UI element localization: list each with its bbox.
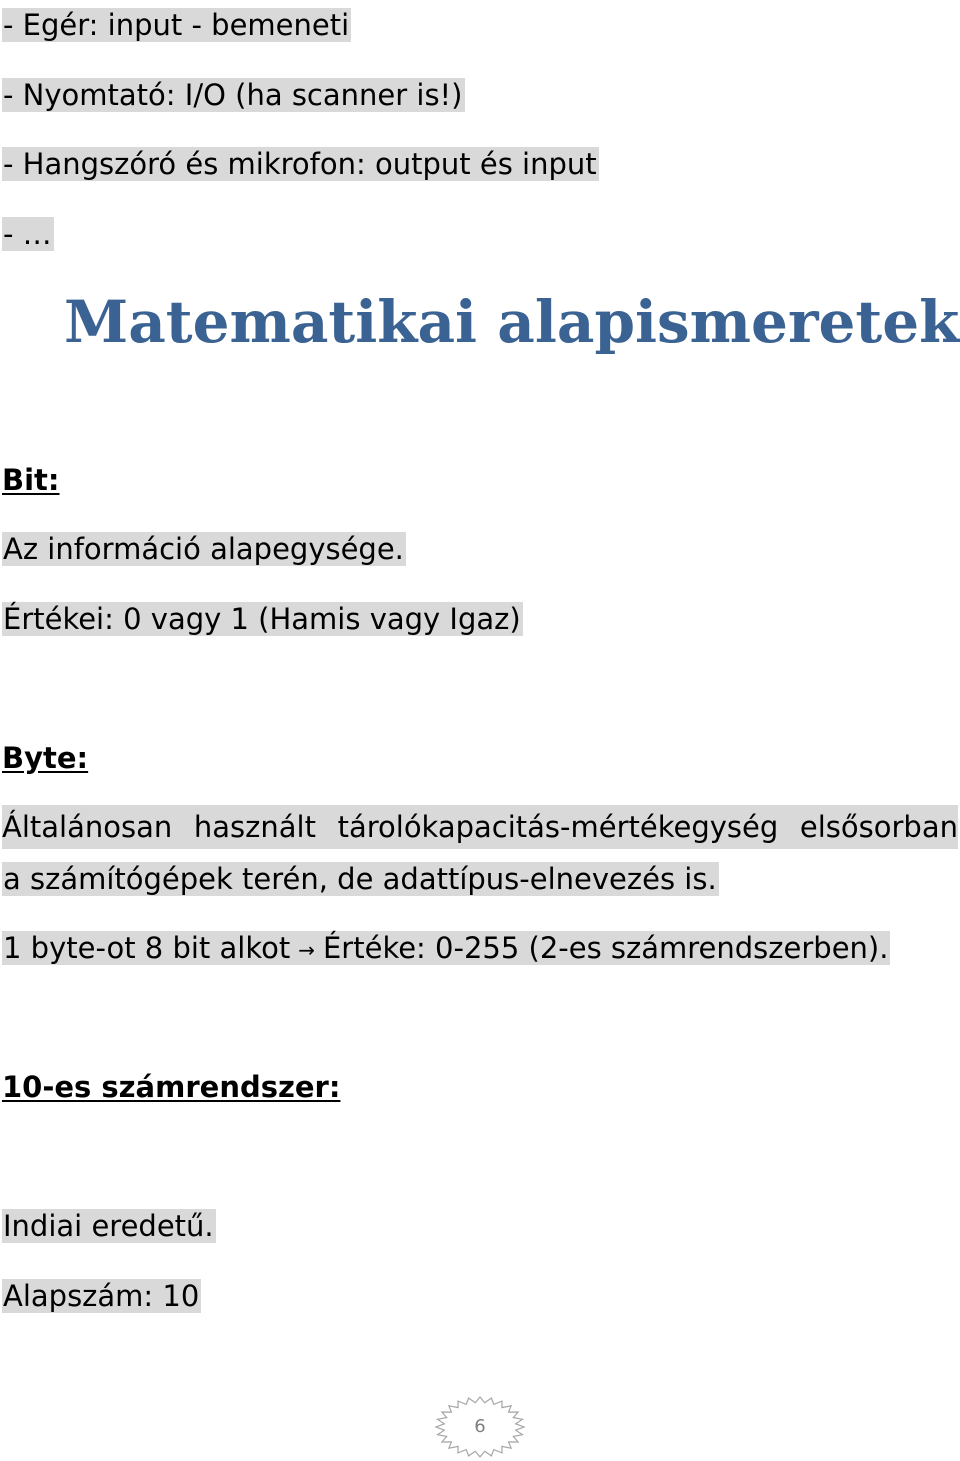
byte-bits-text: 1 byte-ot 8 bit alkot [3, 931, 291, 965]
list-item-mouse: - Egér: input - bemeneti [3, 8, 350, 42]
page-title: Matematikai alapismeretek [64, 288, 960, 356]
list-item-speaker: - Hangszóró és mikrofon: output és input [3, 147, 597, 181]
byte-range-text: Értéke: 0-255 (2-es számrendszerben). [322, 931, 889, 965]
byte-paragraph-line-2: a számítógépek terén, de adattípus-elnevezés is. [3, 862, 717, 896]
decimal-base: Alapszám: 10 [3, 1279, 200, 1313]
decimal-origin: Indiai eredetű. [3, 1209, 214, 1243]
decimal-heading: 10-es számrendszer: [2, 1070, 341, 1104]
byte-composition [2, 926, 890, 970]
page-number: 6 [474, 1416, 486, 1437]
bit-values: Értékei: 0 vagy 1 (Hamis vagy Igaz) [3, 602, 521, 636]
bit-heading: Bit: [2, 463, 60, 497]
byte-heading: Byte: [2, 741, 89, 775]
list-item-printer: - Nyomtató: I/O (ha scanner is!) [3, 78, 463, 112]
list-item-ellipsis: - … [3, 217, 52, 251]
page-number-badge [432, 1394, 528, 1460]
bit-definition: Az információ alapegysége. [3, 532, 404, 566]
byte-paragraph-line-1: Általánosan használt tárolókapacitás-mértékegység elsősorban [2, 805, 958, 849]
arrow-right-icon: → [298, 938, 315, 962]
